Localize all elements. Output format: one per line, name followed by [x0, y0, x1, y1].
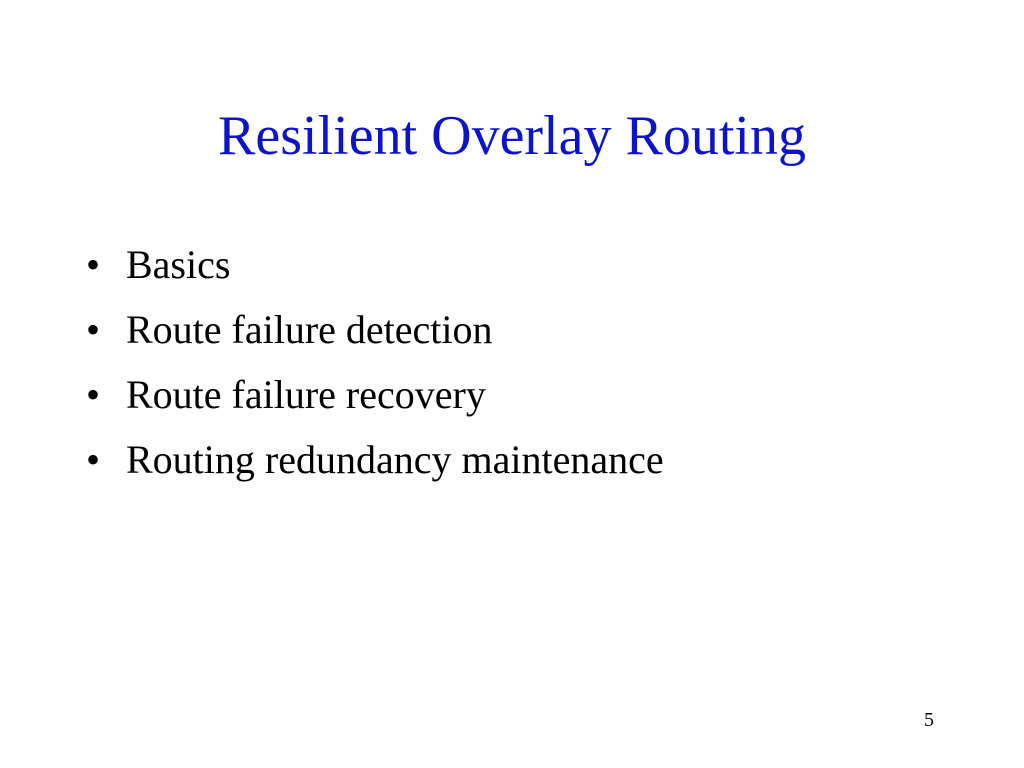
slide-title: Resilient Overlay Routing	[218, 105, 806, 167]
bullet-icon: •	[86, 242, 101, 287]
bullet-text: Basics	[126, 242, 231, 287]
bullet-item-basics	[86, 232, 664, 297]
bullet-text: Route failure detection	[126, 307, 493, 352]
bullet-icon: •	[86, 307, 101, 352]
bullet-item-failure-recovery	[86, 362, 664, 427]
bullet-icon: •	[86, 437, 101, 482]
bullet-item-redundancy-maintenance	[86, 427, 664, 492]
bullet-item-failure-detection	[86, 297, 664, 362]
bullet-text: Route failure recovery	[126, 372, 486, 417]
page-number: 5	[924, 709, 934, 731]
bullet-text: Routing redundancy maintenance	[126, 437, 664, 482]
bullet-icon: •	[86, 372, 101, 417]
bullet-list	[86, 232, 664, 492]
